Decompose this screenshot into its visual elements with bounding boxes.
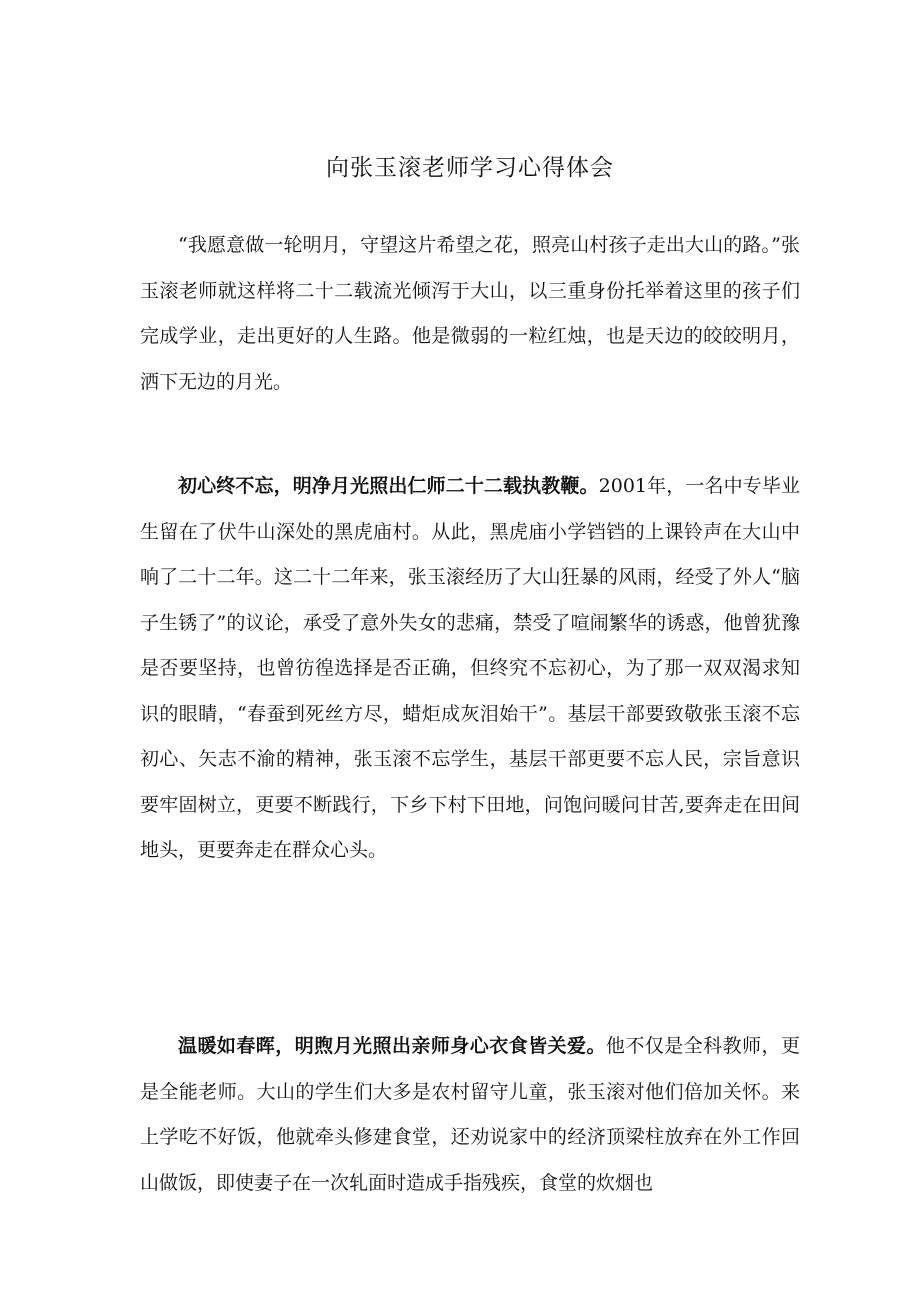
paragraph-body: 2001年，一名中专毕业生留在了伏牛山深处的黑虎庙村。从此，黑虎庙小学铛铛的上课铃声在大山中响了二十二年。这二十二年来，张玉滚经历了大山狂暴的风雨，经受了外人“脑子生锈了”的议论，承受了意外失女的悲痛，禁受了喧闹繁华的诱惑，他曾犹豫是否要坚持，也曾彷徨选择是否正确，但终究不忘初心，为了那一双双渴求知识的眼睛，“春蚕到死丝方尽，蜡炬成灰泪始干”。基层干部要致敬张玉滚不忘初心、矢志不渝的精神，张玉滚不忘学生，基层干部更要不忘人民，宗旨意识要牢固树立，更要不断践行，下乡下村下田地，问饱问暖问甘苦,要奔走在田间地头，更要奔走在群众心头。: [140, 475, 800, 861]
paragraph-lead: 初心终不忘，明净月光照出仁师二十二载执教鞭。: [178, 475, 599, 497]
paragraph-intro: [140, 223, 800, 405]
document-title: 向张玉滚老师学习心得体会: [326, 155, 614, 181]
paragraph-body: 他不仅是全科教师，更是全能老师。大山的学生们大多是农村留守儿童，张玉滚对他们倍加关怀。来上学吃不好饭，他就牵头修建食堂，还劝说家中的经济顶梁柱放弃在外工作回山做饭，即使妻子在一次轧面时造成手指残疾，食堂的炊烟也: [140, 1035, 800, 1194]
paragraph-body: “我愿意做一轮明月，守望这片希望之花，照亮山村孩子走出大山的路。”张玉滚老师就这样将二十二载流光倾泻于大山，以三重身份托举着这里的孩子们完成学业，走出更好的人生路。他是微弱的一粒红烛，也是天边的皎皎明月，洒下无边的月光。: [140, 234, 800, 393]
paragraph-lead: 温暖如春晖，明煦月光照出亲师身心衣食皆关爱。: [178, 1035, 606, 1057]
paragraph-warmth: [140, 1024, 800, 1206]
paragraph-original-aspiration: [140, 464, 800, 874]
